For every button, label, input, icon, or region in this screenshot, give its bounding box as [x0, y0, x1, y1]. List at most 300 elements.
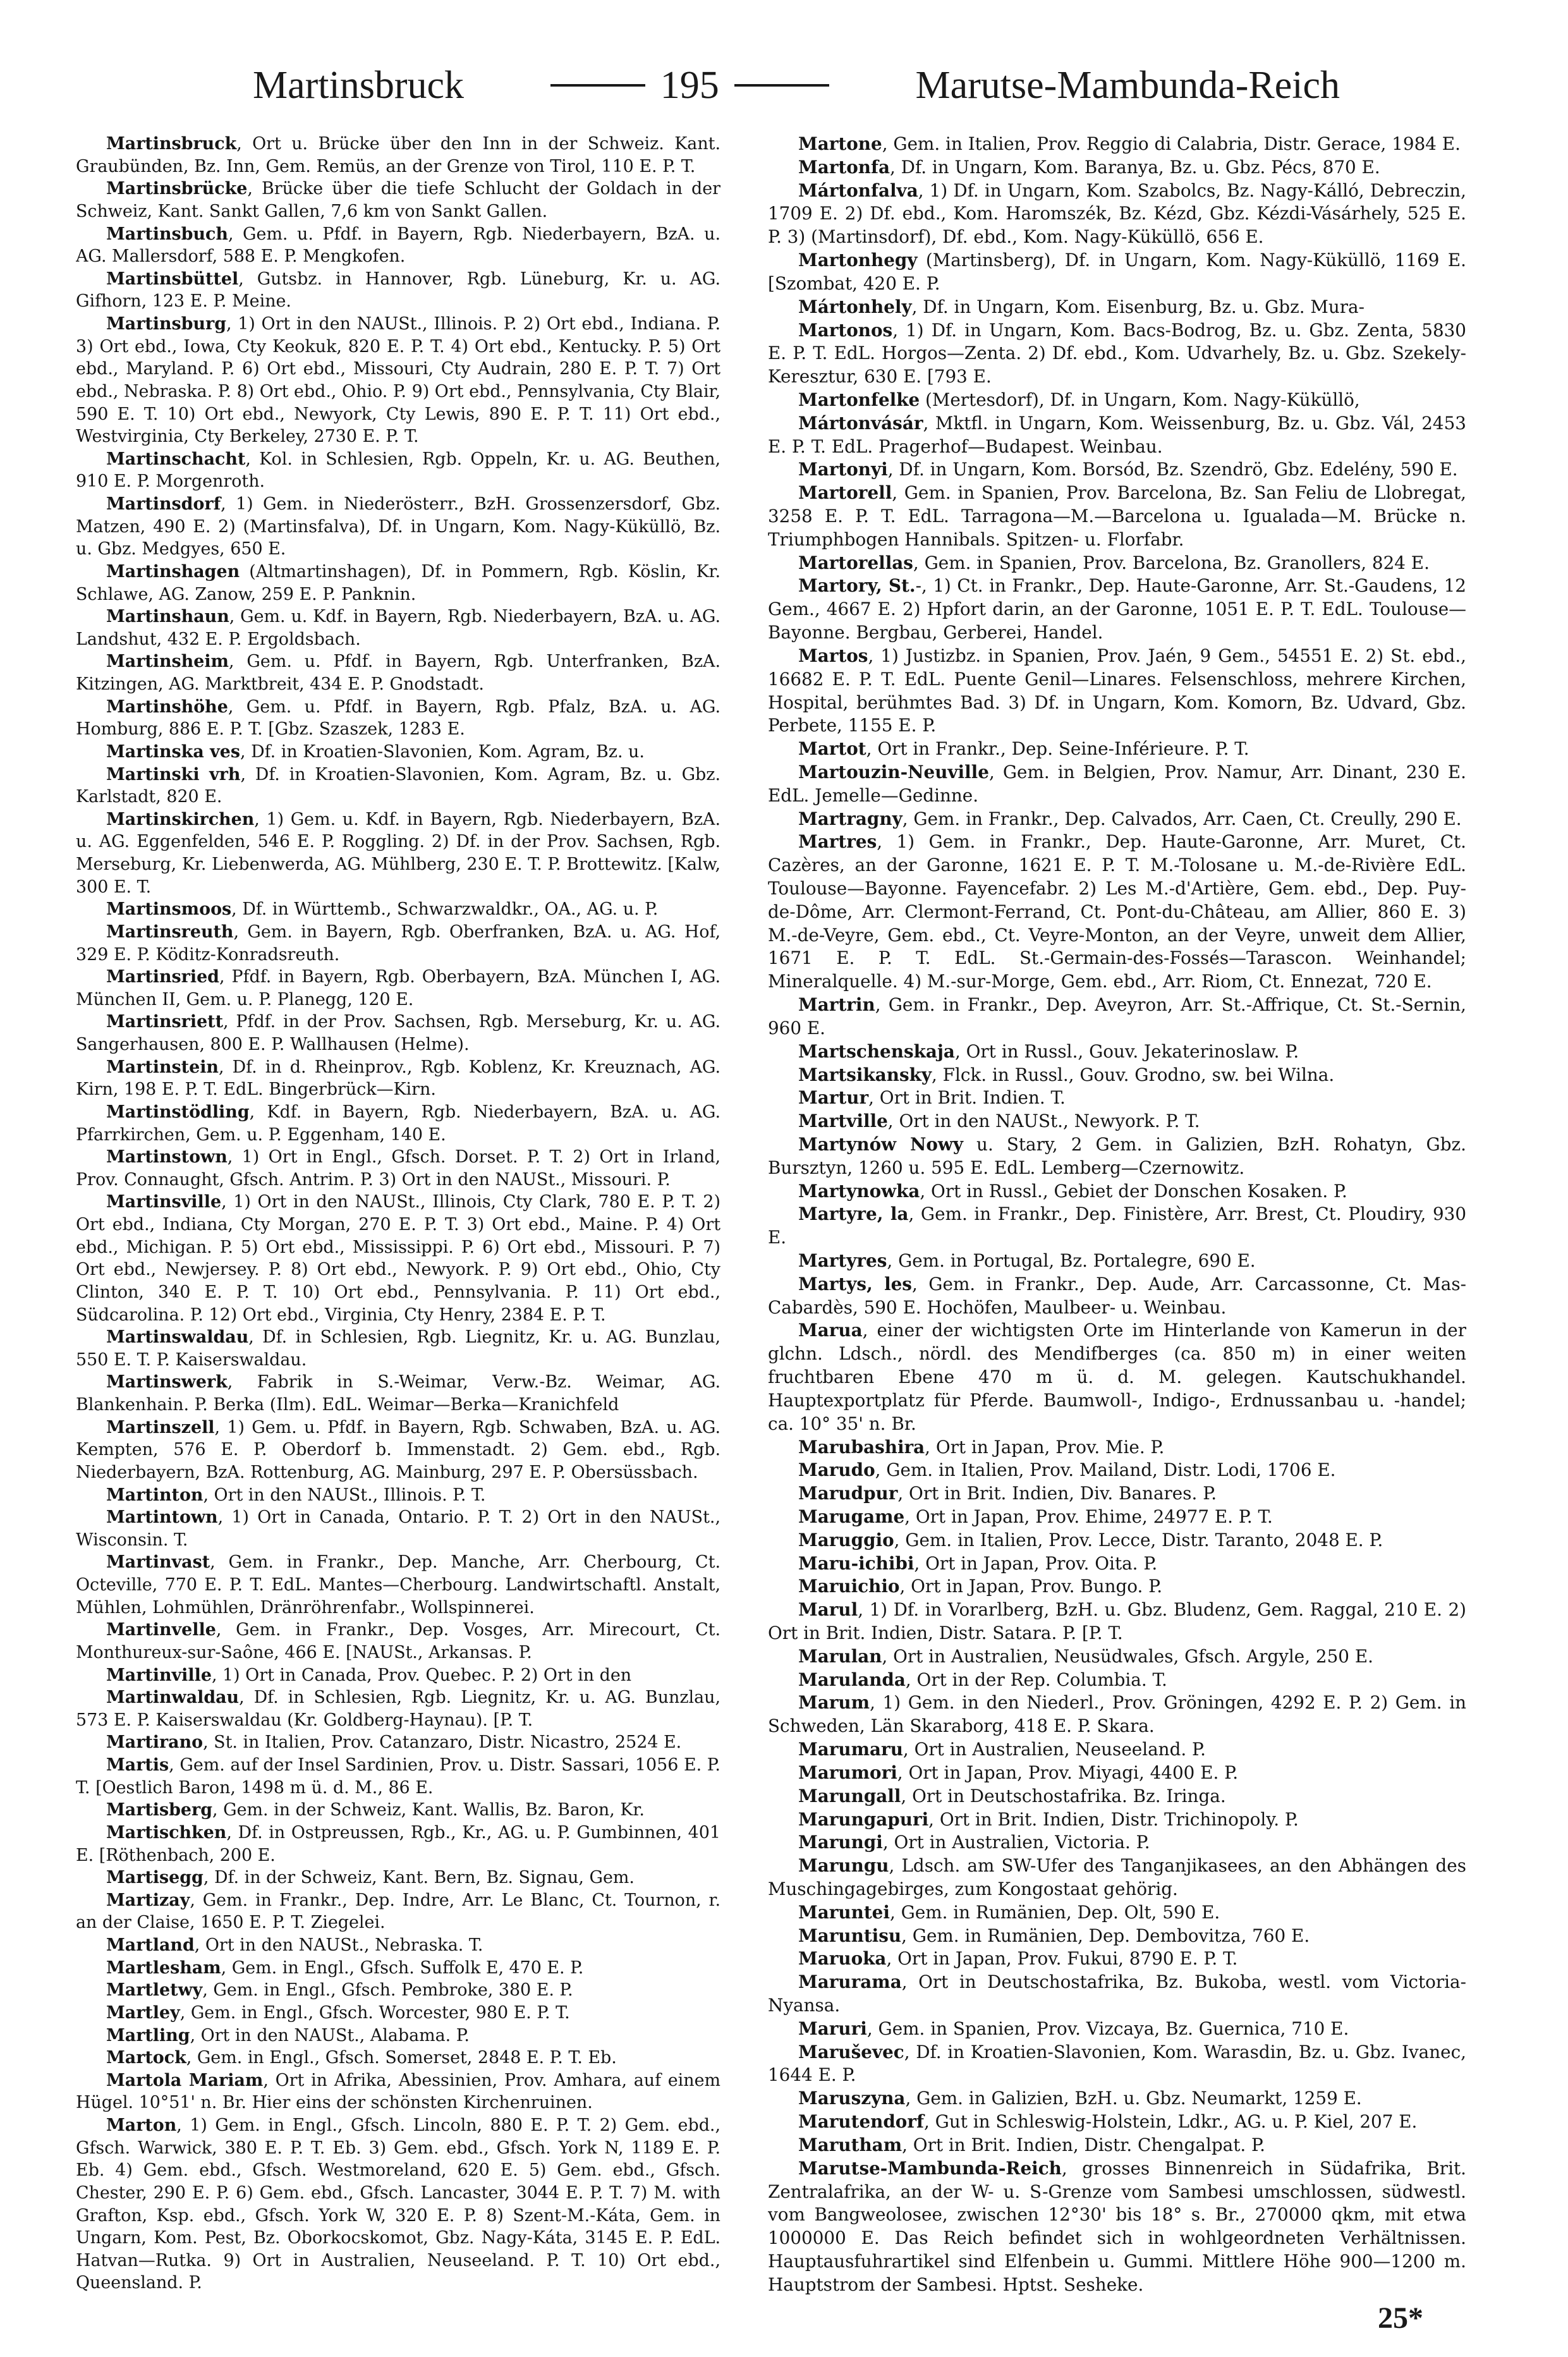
dictionary-entry	[768, 1064, 1466, 1087]
entry-text: , Ort in Japan, Prov. Fukui, 8790 E. P. T.	[886, 1948, 1238, 1970]
dictionary-entry	[768, 156, 1466, 180]
entry-headword: Martinska ves	[106, 741, 240, 762]
entry-text: , Ort in Frankr., Dep. Seine-Inférieure. P. T.	[866, 738, 1249, 760]
dictionary-entry	[768, 180, 1466, 249]
dictionary-entry	[76, 223, 720, 268]
entry-headword: Martory, St.	[798, 575, 916, 597]
entry-text: , 1) Df. in Ungarn, Kom. Bacs-Bodrog, Bz. u. Gbz. Zenta, 5830 E. P. T. EdL. Horgos—Zenta. 2) Df. ebd., Kom. Udvarhely, Bz. u. Gbz. Szekely-Keresztur, 630 E. [793 E.	[768, 319, 1466, 387]
entry-text: , Ort in Russl., Gebiet der Donschen Kosaken. P.	[920, 1180, 1347, 1202]
dictionary-entry	[768, 296, 1466, 319]
dictionary-entry	[768, 319, 1466, 389]
dictionary-entry	[768, 831, 1466, 994]
dictionary-entry	[768, 2134, 1466, 2157]
header-center	[535, 63, 844, 108]
entry-text: , Ort in Brit. Indien, Div. Banares. P.	[897, 1483, 1217, 1504]
entry-headword: Martonos	[798, 319, 893, 341]
entry-text: , Ort in Russl., Gouv. Jekaterinoslaw. P.	[954, 1040, 1299, 1062]
entry-text: , 1) Ort in den NAUSt., Illinois, Cty Clark, 780 E. P. T. 2) Ort ebd., Indiana, Cty Morgan, 270 E. P. T. 3) Ort ebd., Maine. P. 4) Ort ebd., Michigan. P. 5) Ort ebd., Mississippi. P. 6) Ort ebd., Missouri. P. 7) Ort ebd., Newjersey. P. 8) Ort ebd., Newyork. P. 9) Ort ebd., Ohio, Cty Clinton, 340 E. P. T. 10) Ort ebd., Pennsylvania. P. 11) Ort ebd., Südcarolina. P. 12) Ort ebd., Virginia, Cty Henry, 2384 E. P. T.	[76, 1192, 720, 1325]
entry-text: , Gem. in Spanien, Prov. Vizcaya, Bz. Guernica, 710 E.	[866, 2018, 1349, 2039]
entry-text: , 1) Justizbz. in Spanien, Prov. Jaén, 9 Gem., 54551 E. 2) St. ebd., 16682 E. P. T. EdL. Puente Genil—Linares. Felsenschloss, mehrere Kirchen, Hospital, berühmtes Bad. 3) Df. in Ungarn, Kom. Komorn, Bz. Udvard, Gbz. Perbete, 1155 E. P.	[768, 645, 1466, 736]
entry-headword: Maruszyna	[798, 2088, 906, 2109]
entry-headword: Martletwy	[106, 1980, 203, 2001]
page-number: 195	[660, 63, 719, 107]
entry-headword: Martley	[106, 2002, 180, 2023]
dictionary-entry	[768, 1552, 1466, 1576]
entry-text: , 1) Gem. u. Kdf. in Bayern, Rgb. Niederbayern, BzA. u. AG. Eggenfelden, 546 E. P. Roggling. 2) Df. in der Prov. Sachsen, Rgb. Merseburg, Kr. Liebenwerda, AG. Mühlberg, 230 E. T. P. Brottewitz. [Kalw, 300 E. T.	[76, 809, 720, 897]
dictionary-entry	[768, 1901, 1466, 1925]
dictionary-entry	[768, 2018, 1466, 2041]
entry-headword: Maruggio	[798, 1529, 894, 1550]
entry-text: , Ort in Deutschostafrika, Bz. Bukoba, westl. vom Victoria-Nyansa.	[768, 1971, 1466, 2016]
entry-text: , 1) Ort in Engl., Gfsch. Dorset. P. T. 2) Ort in Irland, Prov. Connaught, Gfsch. Antrim. P. 3) Ort in den NAUSt., Missouri. P.	[76, 1147, 720, 1190]
entry-headword: Martonfelke	[798, 389, 920, 410]
entry-headword: Martorell	[798, 482, 892, 504]
entry-headword: Martschenskaja	[798, 1040, 955, 1062]
entry-text: , Gem. in Engl., Gfsch. Suffolk E, 470 E. P.	[221, 1958, 584, 1978]
dictionary-entry	[76, 1146, 720, 1191]
entry-text: (Martinsberg), Df. in Ungarn, Kom. Nagy-Küküllö, 1169 E. [Szombat, 420 E. P.	[768, 250, 1466, 294]
dictionary-entry	[768, 1273, 1466, 1320]
dictionary-entry	[76, 1889, 720, 1934]
dictionary-entry	[76, 650, 720, 695]
entry-text: , Gem. u. Kdf. in Bayern, Rgb. Niederbayern, BzA. u. AG. Landshut, 432 E. P. Ergoldsbach.	[76, 607, 720, 649]
dictionary-entry	[768, 458, 1466, 482]
left-column	[76, 133, 720, 2307]
entry-headword: Martot	[798, 738, 866, 760]
entry-text: , Mktfl. in Ungarn, Kom. Weissenburg, Bz. u. Gbz. Vál, 2453 E. P. T. EdL. Pragerhof—Budapest. Weinbau.	[768, 412, 1466, 457]
entry-headword: Martrin	[798, 994, 875, 1016]
dictionary-entry	[768, 2157, 1466, 2297]
dictionary-entry	[768, 1250, 1466, 1273]
entry-headword: Marton	[106, 2116, 177, 2135]
dictionary-entry	[768, 1691, 1466, 1738]
entry-headword: Martinvelle	[106, 1620, 216, 1640]
entry-text: , 1) Gem. in Frankr., Dep. Haute-Garonne, Arr. Muret, Ct. Cazères, an der Garonne, 1621 E. P. T. M.-Tolosane u. M.-de-Rivière EdL. Toulouse—Bayonne. Fayencefabr. 2) Les M.-d'Artière, Gem. ebd., Dep. Puy-de-Dôme, Arr. Clermont-Ferrand, Ct. Pont-du-Château, am Allier, 860 E. 3) M.-de-Veyre, Gem. ebd., Ct. Veyre-Monton, an der Veyre, unweit dem Allier, 1671 E. P. T. EdL. St.-Germain-des-Fossés—Tarascon. Weinhandel; Mineralquelle. 4) M.-sur-Morge, Gem. ebd., Arr. Riom, Ct. Ennezat, 720 E.	[768, 831, 1466, 992]
dictionary-entry	[768, 1575, 1466, 1599]
entry-text: , Gem. in Engl., Gfsch. Somerset, 2848 E. P. T. Eb.	[186, 2048, 617, 2068]
entry-text: , Ldsch. am SW-Ufer des Tanganjikasees, an den Abhängen des Muschingagebirges, zum Kongostaat gehörig.	[768, 1855, 1466, 1899]
dictionary-entry	[76, 741, 720, 764]
dictionary-entry	[768, 1180, 1466, 1203]
entry-headword: Maruntei	[798, 1901, 890, 1923]
entry-headword: Martinswerk	[106, 1372, 228, 1392]
entry-headword: Martonhegy	[798, 250, 918, 271]
entry-text: , Df. in Kroatien-Slavonien, Kom. Agram, Bz. u. Gbz. Karlstadt, 820 E.	[76, 764, 720, 807]
entry-headword: Martinville	[106, 1665, 212, 1685]
entry-headword: Martinskirchen	[106, 809, 255, 829]
entry-text: , Gem. in Belgien, Prov. Namur, Arr. Dinant, 230 E. EdL. Jemelle—Gedinne.	[768, 761, 1466, 806]
header-right-title: Marutse-Mambunda-Reich	[915, 63, 1340, 107]
dictionary-entry	[76, 1416, 720, 1484]
dictionary-entry	[768, 412, 1466, 459]
entry-text: , Ort in Japan, Prov. Mie. P.	[925, 1436, 1165, 1458]
dictionary-entry	[768, 389, 1466, 412]
entry-headword: Martonyi	[798, 459, 888, 480]
entry-text: , Gem. in Rumänien, Dep. Dembovitza, 760 E.	[901, 1925, 1310, 1946]
entry-headword: Martys, les	[798, 1273, 912, 1294]
entry-headword: Martinschacht	[106, 449, 246, 469]
dictionary-entry	[76, 1957, 720, 1980]
entry-text: , Gem. in Spanien, Prov. Barcelona, Bz. San Feliu de Llobregat, 3258 E. P. T. EdL. Tarragona—M.—Barcelona u. Igualada—M. Brücke n. Triumphbogen Hannibals. Spitzen- u. Florfabr.	[768, 482, 1466, 550]
entry-text: (Mertesdorf), Df. in Ungarn, Kom. Nagy-Küküllö,	[920, 389, 1360, 410]
dictionary-entry	[76, 1664, 720, 1687]
entry-headword: Martinsheim	[106, 652, 229, 672]
entry-text: , Pfdf. in der Prov. Sachsen, Rgb. Merseburg, Kr. u. AG. Sangerhausen, 800 E. P. Wallhausen (Helme).	[76, 1012, 720, 1054]
dictionary-entry	[76, 1101, 720, 1146]
entry-headword: Martizay	[106, 1890, 190, 1910]
dictionary-entry	[768, 1110, 1466, 1133]
dictionary-entry	[768, 1855, 1466, 1901]
entry-headword: Maruichio	[798, 1576, 900, 1597]
entry-headword: Marutendorf	[798, 2111, 924, 2133]
entry-headword: Marudpur	[798, 1483, 898, 1504]
dictionary-entry	[76, 2114, 720, 2294]
dictionary-entry	[768, 1459, 1466, 1482]
entry-text: , Gem. in Engl., Gfsch. Pembroke, 380 E. P.	[202, 1980, 573, 2001]
entry-headword: Martorellas	[798, 552, 913, 573]
entry-text: , Df. in Württemb., Schwarzwaldkr., OA., AG. u. P.	[231, 899, 659, 920]
entry-headword: Maruoka	[798, 1948, 887, 1970]
entry-headword: Mártonhely	[798, 296, 912, 317]
dictionary-entry	[768, 1971, 1466, 2018]
dictionary-entry	[76, 696, 720, 741]
dictionary-entry	[76, 2002, 720, 2025]
entry-text: , Gem. in Frankr., Dep. Calvados, Arr. Caen, Ct. Creully, 290 E.	[902, 808, 1462, 829]
dictionary-entry	[76, 2069, 720, 2114]
dictionary-entry	[76, 1731, 720, 1754]
dictionary-entry	[768, 1762, 1466, 1785]
entry-headword: Martock	[106, 2048, 186, 2068]
header-rule-left	[550, 84, 645, 87]
entry-headword: Martinsburg	[106, 314, 227, 334]
entry-text: , Ort in Brit. Indien, Distr. Chengalpat. P.	[902, 2134, 1265, 2155]
entry-text: , Gem. in Frankr., Dep. Indre, Arr. Le Blanc, Ct. Tournon, r. an der Claise, 1650 E. P. T. Ziegelei.	[76, 1890, 720, 1933]
dictionary-entry	[76, 898, 720, 921]
entry-text: , Df. in Ostpreussen, Rgb., Kr., AG. u. P. Gumbinnen, 401 E. [Röthenbach, 200 E.	[76, 1822, 720, 1865]
dictionary-entry	[76, 1934, 720, 1957]
dictionary-entry	[768, 1669, 1466, 1692]
dictionary-entry	[768, 1738, 1466, 1762]
entry-text: , Gem. in Bayern, Rgb. Oberfranken, BzA. u. AG. Hof, 329 E. P. Köditz-Konradsreuth.	[76, 922, 720, 965]
entry-headword: Martis	[106, 1755, 169, 1775]
entry-headword: Martres	[798, 831, 877, 853]
entry-text: , Df. in Ungarn, Kom. Borsód, Bz. Szendrö, Gbz. Edelény, 590 E.	[887, 459, 1458, 480]
entry-text: , Ort in Afrika, Abessinien, Prov. Amhara, auf einem Hügel. 10°51' n. Br. Hier eins der schönsten Kirchenruinen.	[76, 2070, 720, 2113]
entry-text: , Gem. in der Schweiz, Kant. Wallis, Bz. Baron, Kr.	[212, 1800, 645, 1820]
entry-headword: Martinsmoos	[106, 899, 232, 920]
dictionary-entry	[76, 448, 720, 493]
entry-text: , 1) Df. in Vorarlberg, BzH. u. Gbz. Bludenz, Gem. Raggal, 210 E. 2) Ort in Brit. Indien, Distr. Satara. P. [P. T.	[768, 1599, 1466, 1643]
entry-text: (Altmartinshagen), Df. in Pommern, Rgb. Köslin, Kr. Schlawe, AG. Zanow, 259 E. P. Panknin.	[76, 561, 720, 604]
entry-headword: Martinswaldau	[106, 1327, 249, 1348]
dictionary-entry	[768, 482, 1466, 551]
dictionary-entry	[768, 1133, 1466, 1180]
dictionary-entry	[768, 1599, 1466, 1645]
entry-text: u. Stary, 2 Gem. in Galizien, BzH. Rohatyn, Gbz. Bursztyn, 1260 u. 595 E. EdL. Lemberg—Czernowitz.	[768, 1133, 1466, 1178]
dictionary-entry	[768, 133, 1466, 156]
entry-text: , Gem. in Frankr., Dep. Aude, Arr. Carcassonne, Ct. Mas-Cabardès, 590 E. Hochöfen, Maulbeer- u. Weinbau.	[768, 1273, 1466, 1318]
entry-text: , 1) Ort in den NAUSt., Illinois. P. 2) Ort ebd., Indiana. P. 3) Ort ebd., Iowa, Cty Keokuk, 820 E. P. T. 4) Ort ebd., Kentucky. P. 5) Ort ebd., Maryland. P. 6) Ort ebd., Missouri, Cty Audrain, 280 E. P. T. 7) Ort ebd., Nebraska. P. 8) Ort ebd., Ohio. P. 9) Ort ebd., Pennsylvania, Cty Blair, 590 E. T. 10) Ort ebd., Newyork, Cty Lewis, 890 E. P. T. 11) Ort ebd., Westvirginia, Cty Berkeley, 2730 E. P. T.	[76, 314, 720, 447]
entry-headword: Martischken	[106, 1822, 227, 1842]
entry-text: , Ort in Australien, Neusüdwales, Gfsch. Argyle, 250 E.	[882, 1645, 1373, 1667]
entry-text: , 1) Gem. in Niederösterr., BzH. Grossenzersdorf, Gbz. Matzen, 490 E. 2) (Martinsfalva), Df. in Ungarn, Kom. Nagy-Küküllö, Bz. u. Gbz. Medgyes, 650 E.	[76, 494, 720, 559]
dictionary-entry	[768, 1506, 1466, 1529]
dictionary-entry	[76, 1686, 720, 1731]
dictionary-entry	[768, 2087, 1466, 2110]
dictionary-entry	[768, 994, 1466, 1040]
entry-headword: Martinshaun	[106, 607, 229, 627]
dictionary-entry	[768, 575, 1466, 644]
dictionary-entry	[768, 1808, 1466, 1832]
entry-headword: Martonfa	[798, 156, 890, 178]
entry-text: , Ort in den NAUSt., Alabama. P.	[190, 2025, 470, 2045]
right-column	[768, 133, 1466, 2307]
entry-headword: Martynowka	[798, 1180, 920, 1202]
dictionary-entry	[768, 1482, 1466, 1506]
dictionary-entry	[768, 1203, 1466, 1250]
entry-headword: Marungapuri	[798, 1808, 929, 1830]
dictionary-entry	[768, 1831, 1466, 1855]
dictionary-entry	[768, 808, 1466, 831]
entry-headword: Martinvast	[106, 1552, 210, 1573]
entry-text: , Ort u. Brücke über den Inn in der Schweiz. Kant. Graubünden, Bz. Inn, Gem. Remüs, an der Grenze von Tirol, 110 E. P. T.	[76, 134, 720, 176]
dictionary-entry	[76, 1551, 720, 1619]
entry-text: , Gem. in Italien, Prov. Mailand, Distr. Lodi, 1706 E.	[875, 1459, 1336, 1481]
entry-text: , Gem. in Spanien, Prov. Barcelona, Bz. Granollers, 824 E.	[913, 552, 1430, 573]
entry-headword: Martland	[106, 1935, 195, 1955]
entry-text: , Gem. in Italien, Prov. Reggio di Calabria, Distr. Gerace, 1984 E.	[882, 133, 1461, 154]
dictionary-entry	[76, 1754, 720, 1799]
entry-headword: Martyres	[798, 1250, 887, 1271]
entry-text: , Ort in Japan, Prov. Ehime, 24977 E. P. T.	[904, 1506, 1273, 1527]
entry-headword: Martinsriett	[106, 1012, 224, 1032]
entry-text: , Df. in Schlesien, Rgb. Liegnitz, Kr. u. AG. Bunzlau, 573 E. P. Kaiserswaldau (Kr. Goldberg-Haynau). [P. T.	[76, 1688, 720, 1730]
header-rule-right	[734, 84, 829, 87]
entry-headword: Martinsbüttel	[106, 269, 239, 289]
entry-headword: Maruševec	[798, 2041, 904, 2062]
entry-headword: Martyre, la	[798, 1203, 909, 1225]
entry-text: -, 1) Ct. in Frankr., Dep. Haute-Garonne, Arr. St.-Gaudens, 12 Gem., 4667 E. 2) Hpfort darin, an der Garonne, 1051 E. P. T. EdL. Toulouse—Bayonne. Bergbau, Gerberei, Handel.	[768, 575, 1466, 643]
entry-headword: Marutham	[798, 2134, 903, 2155]
entry-headword: Martinszell	[106, 1417, 215, 1437]
entry-text: , Df. in Schlesien, Rgb. Liegnitz, Kr. u. AG. Bunzlau, 550 E. T. P. Kaiserswaldau.	[76, 1327, 720, 1370]
entry-text: , Ort in den NAUSt., Nebraska. T.	[194, 1935, 483, 1955]
entry-headword: Marugame	[798, 1506, 905, 1527]
entry-headword: Mártonfalva	[798, 180, 918, 201]
entry-text: , Df. in Kroatien-Slavonien, Kom. Agram, Bz. u.	[240, 741, 645, 762]
entry-text: , Ort in Japan, Prov. Oita. P.	[914, 1552, 1158, 1574]
entry-text: , 1) Ort in Canada, Prov. Quebec. P. 2) Ort in den	[211, 1665, 632, 1685]
entry-text: , Ort in den NAUSt., Illinois. P. T.	[203, 1485, 486, 1505]
entry-headword: Maruntisu	[798, 1925, 902, 1946]
entry-text: , Ort in der Rep. Columbia. T.	[905, 1669, 1167, 1690]
entry-headword: Martur	[798, 1087, 869, 1109]
entry-text: , Gem. auf der Insel Sardinien, Prov. u. Distr. Sassari, 1056 E. P. T. [Oestlich Baron, 1498 m ü. d. M., 86 E.	[76, 1755, 720, 1798]
entry-text: , Gem. in Frankr., Dep. Vosges, Arr. Mirecourt, Ct. Monthureux-sur-Saône, 466 E. [NAUSt., Arkansas. P.	[76, 1620, 720, 1662]
entry-text: , Gem. in Galizien, BzH. u. Gbz. Neumarkt, 1259 E.	[905, 2088, 1362, 2109]
entry-headword: Maruri	[798, 2018, 867, 2039]
entry-text: , Kdf. in Bayern, Rgb. Niederbayern, BzA. u. AG. Pfarrkirchen, Gem. u. P. Eggenham, 140 E.	[76, 1102, 720, 1145]
dictionary-entry	[768, 2041, 1466, 2088]
dictionary-entry	[768, 761, 1466, 808]
entry-headword: Maru-ichibi	[798, 1552, 915, 1574]
dictionary-entry	[768, 1436, 1466, 1459]
entry-headword: Martsikansky	[798, 1064, 932, 1085]
entry-text: , Gutsbz. in Hannover, Rgb. Lüneburg, Kr. u. AG. Gifhorn, 123 E. P. Meine.	[76, 269, 720, 312]
entry-headword: Martinsbuch	[106, 224, 228, 244]
dictionary-entry	[76, 966, 720, 1011]
dictionary-entry	[76, 764, 720, 808]
entry-headword: Martouzin-Neuville	[798, 761, 989, 783]
entry-text: , Ort in den NAUSt., Newyork. P. T.	[887, 1111, 1200, 1132]
entry-headword: Marungu	[798, 1855, 889, 1877]
entry-headword: Martinshagen	[106, 561, 240, 582]
dictionary-entry	[76, 1822, 720, 1867]
entry-text: , Ort in Japan, Prov. Miyagi, 4400 E. P.	[897, 1762, 1239, 1783]
dictionary-entry	[76, 2025, 720, 2047]
dictionary-entry	[768, 1087, 1466, 1110]
dictionary-entry	[76, 1619, 720, 1664]
dictionary-entry	[76, 1867, 720, 1889]
entry-headword: Martynów Nowy	[798, 1133, 964, 1155]
dictionary-entry	[76, 1979, 720, 2002]
entry-headword: Martinton	[106, 1485, 204, 1505]
entry-headword: Martintown	[106, 1507, 218, 1528]
dictionary-entry	[768, 1319, 1466, 1435]
entry-headword: Martola Mariam	[106, 2070, 264, 2090]
entry-headword: Martinsbrücke	[106, 179, 248, 199]
entry-text: , Gem. u. Pfdf. in Bayern, Rgb. Niederbayern, BzA. u. AG. Mallersdorf, 588 E. P. Mengkofen.	[76, 224, 720, 267]
dictionary-entry	[76, 1799, 720, 1822]
entry-headword: Martinsreuth	[106, 922, 234, 942]
entry-text: , Gut in Schleswig-Holstein, Ldkr., AG. u. P. Kiel, 207 E.	[923, 2111, 1418, 2133]
entry-text: , Ort in Japan, Prov. Bungo. P.	[899, 1576, 1163, 1597]
signature-mark: 25*	[1378, 2301, 1423, 2335]
entry-headword: Martinsbruck	[106, 134, 237, 154]
entry-headword: Martinsdorf	[106, 494, 221, 514]
entry-headword: Martragny	[798, 808, 903, 829]
entry-headword: Marudo	[798, 1459, 875, 1481]
entry-headword: Martirano	[106, 1733, 204, 1753]
dictionary-entry	[76, 561, 720, 606]
dictionary-entry	[768, 1529, 1466, 1552]
entry-headword: Martisegg	[106, 1868, 204, 1888]
entry-text: , Df. in d. Rheinprov., Rgb. Koblenz, Kr. Kreuznach, AG. Kirn, 198 E. P. T. EdL. Bingerbrück—Kirn.	[76, 1057, 720, 1100]
entry-text: , Gem. u. Pfdf. in Bayern, Rgb. Unterfranken, BzA. Kitzingen, AG. Marktbreit, 434 E. P. Gnodstadt.	[76, 652, 720, 694]
entry-headword: Martville	[798, 1111, 888, 1132]
entry-text: , Df. in Ungarn, Kom. Eisenburg, Bz. u. Gbz. Mura-	[911, 296, 1365, 317]
entry-text: , Ort in Brit. Indien, Distr. Trichinopoly. P.	[928, 1808, 1299, 1830]
entry-text: , St. in Italien, Prov. Catanzaro, Distr. Nicastro, 2524 E.	[203, 1733, 682, 1753]
header-left-title: Martinsbruck	[253, 63, 465, 107]
entry-text: , 1) Gem. u. Pfdf. in Bayern, Rgb. Schwaben, BzA. u. AG. Kempten, 576 E. P. Oberdorf b. Immenstadt. 2) Gem. ebd., Rgb. Niederbayern, BzA. Rottenburg, AG. Mainburg, 297 E. P. Obersüssbach.	[76, 1417, 720, 1482]
entry-headword: Marurama	[798, 1971, 902, 1993]
dictionary-entry	[76, 2047, 720, 2069]
entry-text: , Df. in Kroatien-Slavonien, Kom. Warasdin, Bz. u. Gbz. Ivanec, 1644 E. P.	[768, 2041, 1466, 2086]
entry-headword: Martinshöhe	[106, 697, 228, 717]
entry-text: , 1) Gem. in den Niederl., Prov. Gröningen, 4292 E. P. 2) Gem. in Schweden, Län Skaraborg, 418 E. P. Skara.	[768, 1692, 1466, 1737]
entry-text: , einer der wichtigsten Orte im Hinterlande von Kamerun in der glchn. Ldsch., nördl. des Mendifberges (ca. 850 m) in einer weiten fruchtbaren Ebene 470 m ü. d. M. gelegen. Kautschukhandel. Hauptexportplatz für Pferde. Baumwoll-, Indigo-, Erdnussanbau u. -handel; ca. 10° 35' n. Br.	[768, 1320, 1466, 1434]
entry-text: , 1) Gem. in Engl., Gfsch. Lincoln, 880 E. P. T. 2) Gem. ebd., Gfsch. Warwick, 380 E. P. T. Eb. 3) Gem. ebd., Gfsch. York N, 1189 E. P. Eb. 4) Gem. ebd., Gfsch. Westmoreland, 620 E. 5) Gem. ebd., Gfsch. Chester, 290 E. P. 6) Gem. ebd., Gfsch. Lancaster, 3044 E. P. T. 7) M. with Grafton, Ksp. ebd., Gfsch. York W, 320 E. P. 8) Szent-M.-Káta, Gem. in Ungarn, Kom. Pest, Bz. Oborkocskomot, Gbz. Nagy-Káta, 3145 E. P. EdL. Hatvan—Rutka. 9) Ort in Australien, Neuseeland. P. T. 10) Ort ebd., Queensland. P.	[76, 2116, 720, 2293]
entry-text: , Ort in Brit. Indien. T.	[868, 1087, 1066, 1109]
entry-headword: Mártonvásár	[798, 412, 923, 434]
entry-text: , Gem. u. Pfdf. in Bayern, Rgb. Pfalz, BzA. u. AG. Homburg, 886 E. P. T. [Gbz. Szaszek, 1283 E.	[76, 697, 720, 740]
dictionary-entry	[768, 1040, 1466, 1064]
entry-text: , Gem. in Engl., Gfsch. Worcester, 980 E. P. T.	[179, 2002, 570, 2023]
dictionary-entry	[76, 1371, 720, 1416]
entry-headword: Martos	[798, 645, 868, 666]
entry-headword: Marungall	[798, 1785, 901, 1806]
entry-text: , Gem. in Frankr., Dep. Finistère, Arr. Brest, Ct. Ploudiry, 930 E.	[768, 1203, 1466, 1248]
dictionary-entry	[76, 178, 720, 222]
dictionary-entry	[76, 133, 720, 178]
entry-text: , 1) Ort in Canada, Ontario. P. T. 2) Ort in den NAUSt., Wisconsin. T.	[76, 1507, 720, 1550]
entry-text: , Gem. in Frankr., Dep. Aveyron, Arr. St.-Affrique, Ct. St.-Sernin, 960 E.	[768, 994, 1466, 1038]
dictionary-entry	[768, 2110, 1466, 2134]
entry-headword: Martone	[798, 133, 882, 154]
entry-text: , Ort in Australien, Victoria. P.	[882, 1832, 1150, 1853]
entry-headword: Marum	[798, 1692, 870, 1714]
entry-headword: Martinstödling	[106, 1102, 250, 1122]
entry-headword: Marul	[798, 1599, 858, 1621]
dictionary-entry	[76, 606, 720, 650]
entry-headword: Marutse-Mambunda-Reich	[798, 2157, 1062, 2179]
entry-headword: Martinstein	[106, 1057, 219, 1077]
entry-text: , Df. in Ungarn, Kom. Baranya, Bz. u. Gbz. Pécs, 870 E.	[889, 156, 1380, 178]
entry-headword: Marumori	[798, 1762, 897, 1783]
entry-text: , Gem. in Italien, Prov. Lecce, Distr. Taranto, 2048 E. P.	[894, 1529, 1383, 1550]
dictionary-entry	[768, 249, 1466, 296]
entry-headword: Martinsried	[106, 967, 219, 987]
dictionary-entry	[76, 808, 720, 899]
dictionary-entry	[768, 552, 1466, 575]
entry-headword: Marua	[798, 1320, 863, 1341]
entry-text: , Flck. in Russl., Gouv. Grodno, sw. bei Wilna.	[932, 1064, 1335, 1085]
entry-headword: Marulanda	[798, 1669, 906, 1690]
entry-headword: Martinstown	[106, 1147, 228, 1167]
dictionary-entry	[76, 1326, 720, 1371]
dictionary-entry	[76, 1484, 720, 1507]
entry-headword: Martling	[106, 2025, 190, 2045]
dictionary-entry	[768, 1925, 1466, 1948]
entry-text: , Df. in der Schweiz, Kant. Bern, Bz. Signau, Gem.	[203, 1868, 635, 1888]
entry-text: , Gem. in Frankr., Dep. Manche, Arr. Cherbourg, Ct. Octeville, 770 E. P. T. EdL. Mantes—Cherbourg. Landwirtschaftl. Anstalt, Mühlen, Lohmühlen, Dränröhrenfabr., Wollspinnerei.	[76, 1552, 720, 1617]
entry-text: , grosses Binnenreich in Südafrika, Brit. Zentralafrika, an der W- u. S-Grenze vom Sambesi umschlossen, südwestl. vom Bangweolosee, zwischen 12°30' bis 18° s. Br., 270000 qkm, mit etwa 1000000 E. Das Reich befindet sich in wohlgeordneten Verhältnissen. Hauptausfuhrartikel sind Elfenbein u. Gummi. Mittlere Höhe 900—1200 m. Hauptstrom der Sambesi. Hptst. Sesheke.	[768, 2157, 1466, 2295]
entry-headword: Marubashira	[798, 1436, 925, 1458]
entry-text: , Fabrik in S.-Weimar, Verw.-Bz. Weimar, AG. Blankenhain. P. Berka (Ilm). EdL. Weimar—Berka—Kranichfeld	[76, 1372, 720, 1415]
dictionary-entry	[76, 493, 720, 561]
entry-text: , Gem. in Portugal, Bz. Portalegre, 690 E.	[887, 1250, 1256, 1271]
entry-text: , Gem. in Rumänien, Dep. Olt, 590 E.	[889, 1901, 1220, 1923]
dictionary-entry	[768, 645, 1466, 738]
entry-headword: Marulan	[798, 1645, 882, 1667]
dictionary-entry	[768, 1785, 1466, 1808]
entry-headword: Marumaru	[798, 1739, 903, 1760]
dictionary-entry	[76, 1506, 720, 1551]
page-header	[253, 60, 1340, 111]
dictionary-entry	[768, 1645, 1466, 1669]
dictionary-entry	[76, 921, 720, 966]
entry-text: , Ort in Deutschostafrika. Bz. Iringa.	[901, 1785, 1226, 1806]
entry-headword: Martlesham	[106, 1958, 221, 1978]
dictionary-entry	[768, 1947, 1466, 1971]
entry-headword: Martinsville	[106, 1192, 222, 1212]
entry-text: , Ort in Australien, Neuseeland. P.	[903, 1739, 1206, 1760]
entry-text: , Pfdf. in Bayern, Rgb. Oberbayern, BzA. München I, AG. München II, Gem. u. P. Planegg, 120 E.	[76, 967, 720, 1009]
dictionary-entry	[768, 738, 1466, 761]
entry-text: , Brücke über die tiefe Schlucht der Goldach in der Schweiz, Kant. Sankt Gallen, 7,6 km von Sankt Gallen.	[76, 179, 720, 221]
dictionary-entry	[76, 1191, 720, 1326]
